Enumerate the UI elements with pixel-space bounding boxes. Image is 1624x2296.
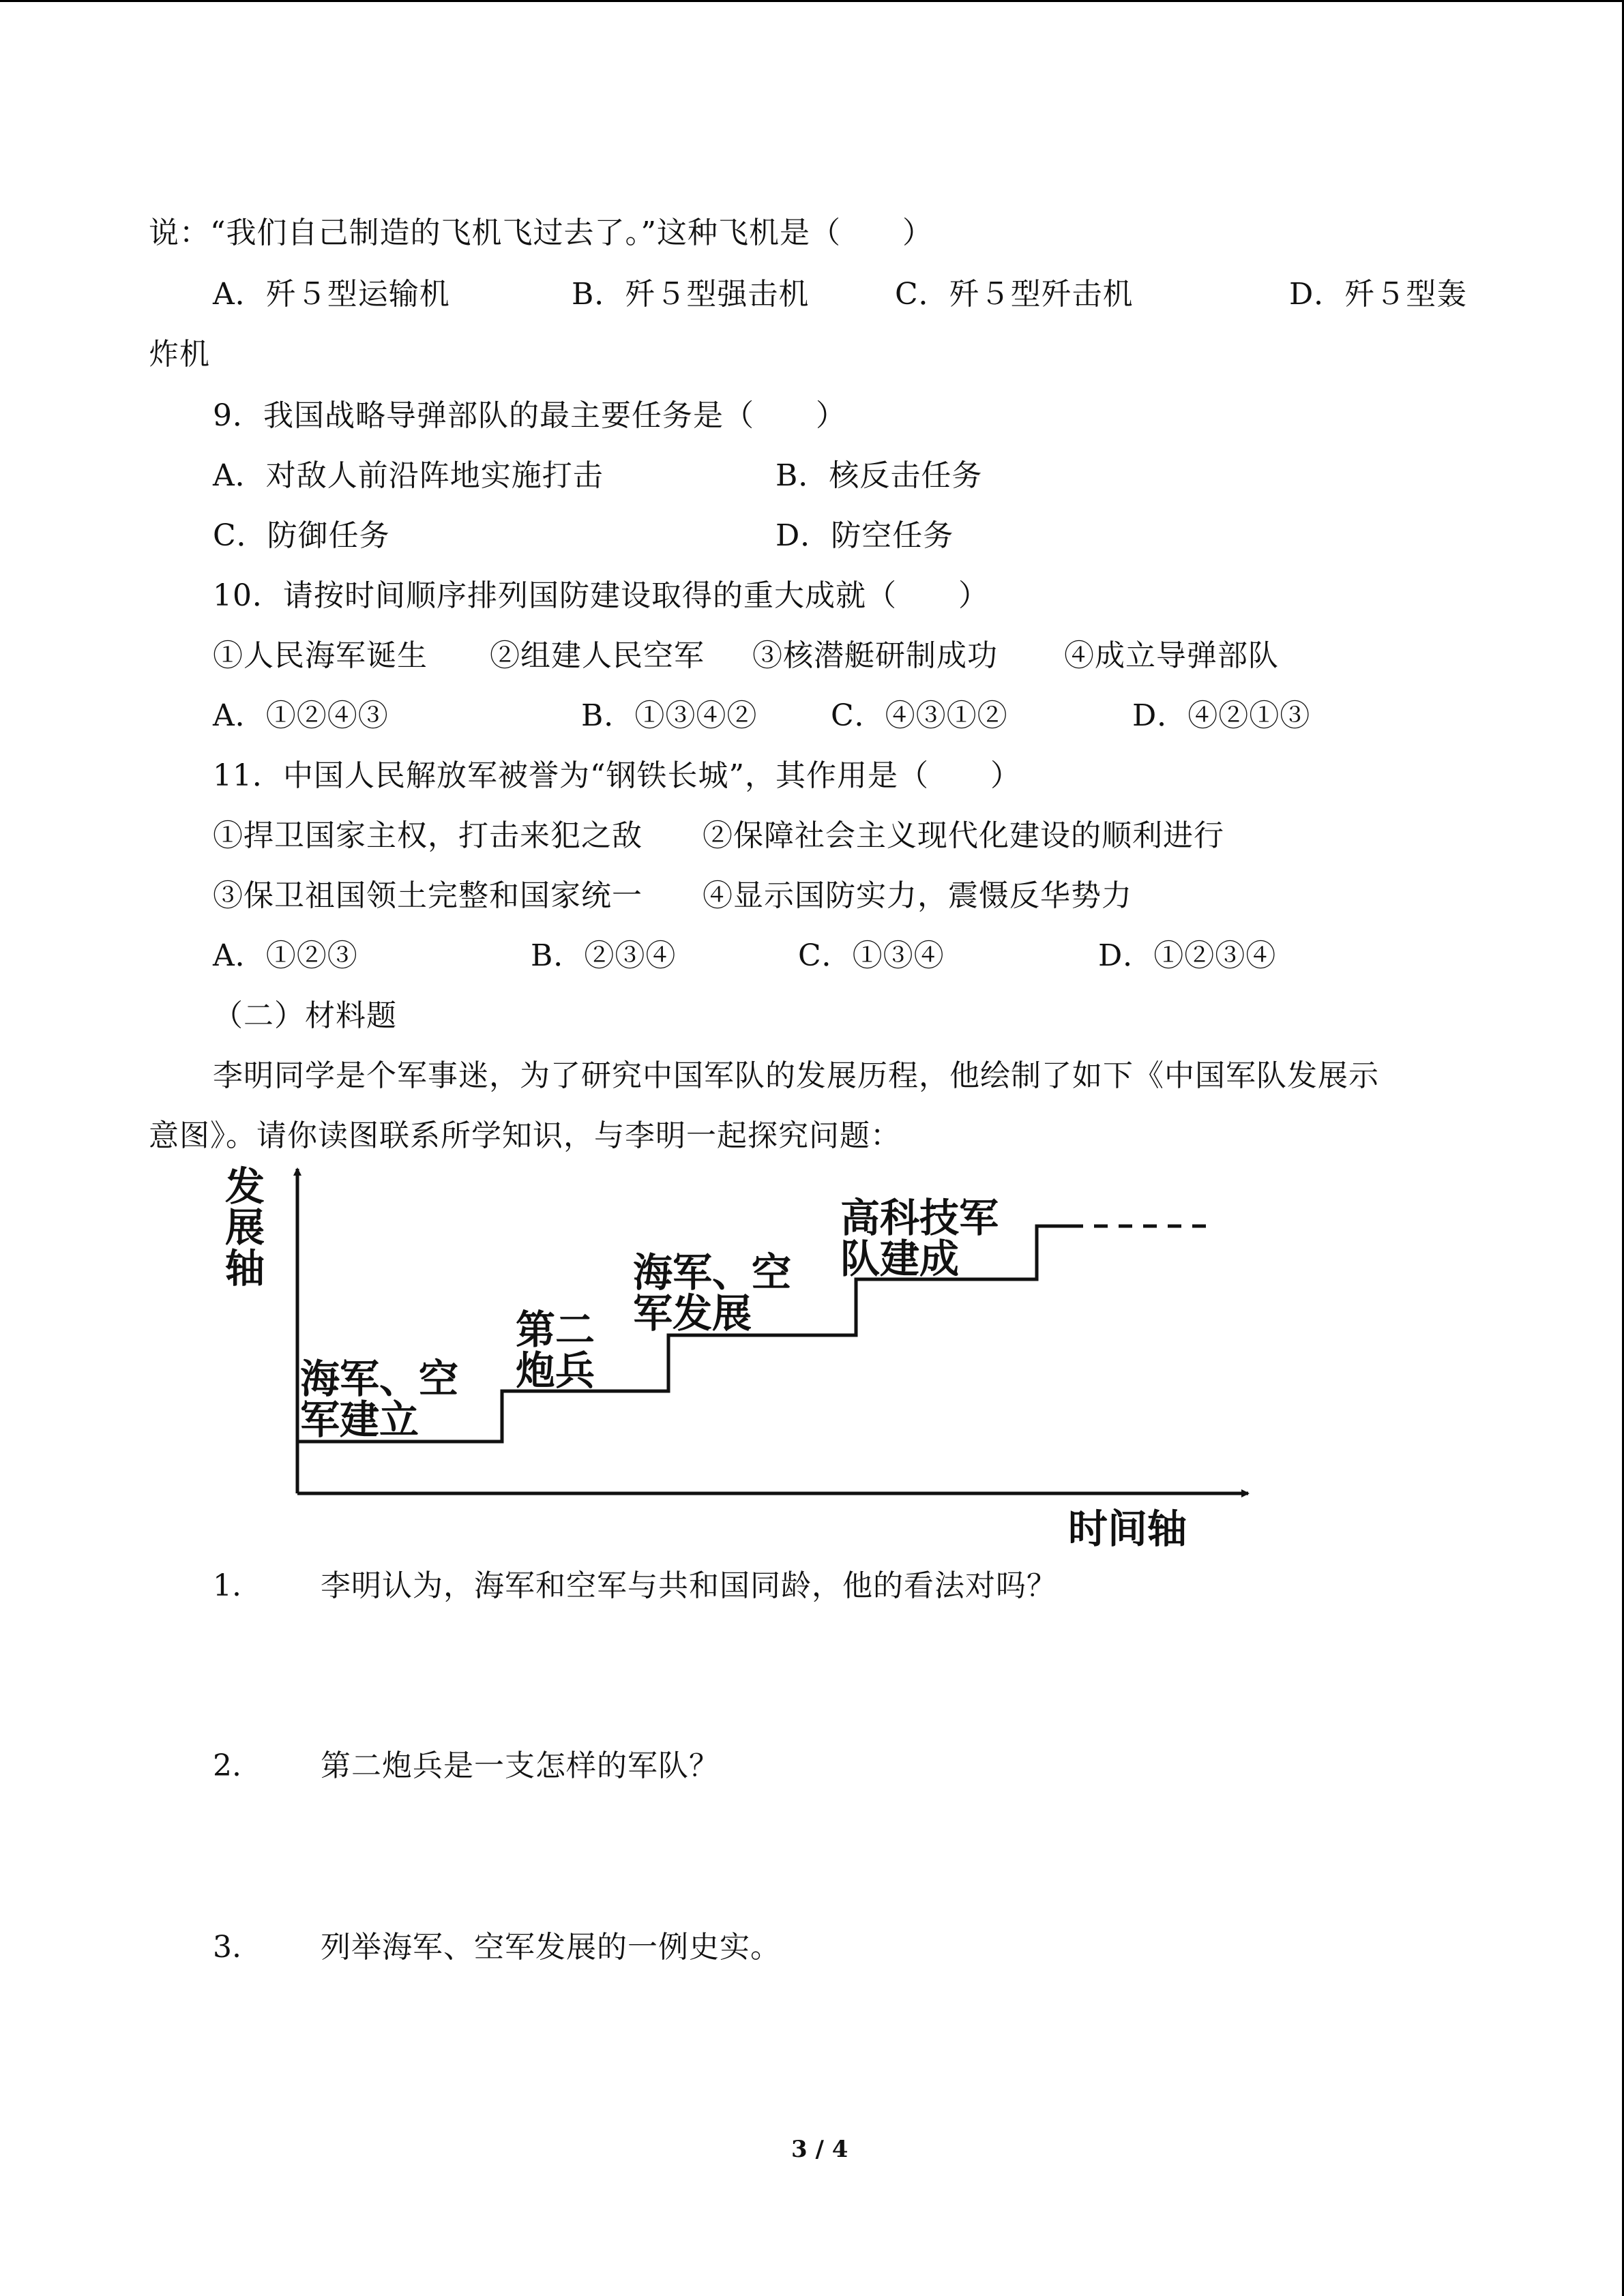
question-1-text: 李明认为，海军和空军与共和国同龄，他的看法对吗？	[321, 1568, 1057, 1603]
q10-item-1: ①人民海军诞生	[213, 638, 428, 673]
section-intro-line1: 李明同学是个军事迷，为了研究中国军队的发展历程，他绘制了如下《中国军队发展示	[213, 1058, 1379, 1093]
q11-option-a[interactable]: A．①②③	[213, 938, 358, 973]
q11-option-c[interactable]: C．①③④	[798, 938, 945, 973]
page-border-top	[0, 0, 1624, 2]
step-1-label-line1: 海军、空	[300, 1356, 459, 1402]
page-number: 3 / 4	[791, 2136, 848, 2163]
q10-option-c[interactable]: C．④③①②	[831, 698, 1008, 733]
question-2-number: 2.	[213, 1748, 241, 1783]
step-2-label-line1: 第二	[516, 1307, 595, 1353]
question-3-number: 3.	[213, 1930, 241, 1965]
q10-item-4: ④成立导弹部队	[1064, 638, 1279, 673]
y-axis-label-2: 展	[225, 1204, 265, 1251]
question-2-text: 第二炮兵是一支怎样的军队？	[321, 1748, 720, 1783]
x-axis-label: 时间轴	[1068, 1506, 1187, 1552]
q9-option-a[interactable]: A．对敌人前沿阵地实施打击	[213, 458, 604, 493]
q8-option-d-wrap: 炸机	[149, 337, 210, 372]
q10-option-d[interactable]: D．④②①③	[1132, 698, 1311, 733]
section-intro-line2: 意图》。请你读图联系所学知识，与李明一起探究问题：	[149, 1118, 901, 1153]
q8-option-c[interactable]: C．歼５型歼击机	[895, 277, 1134, 312]
q9-option-c[interactable]: C．防御任务	[213, 518, 390, 553]
step-3-label-line1: 海军、空	[633, 1249, 792, 1296]
question-3-text: 列举海军、空军发展的一例史实。	[321, 1930, 781, 1965]
q11-item-1: ①捍卫国家主权，打击来犯之敌	[213, 818, 643, 853]
q8-stem-tail: 说：“我们自己制造的飞机飞过去了。”这种飞机是（ ）	[149, 215, 933, 250]
q11-item-4: ④显示国防实力，震慑反华势力	[703, 878, 1132, 913]
q8-option-d[interactable]: D．歼５型轰	[1289, 277, 1468, 312]
q10-option-a[interactable]: A．①②④③	[213, 698, 389, 733]
step-3-label-line2: 军发展	[633, 1290, 752, 1337]
q8-option-a[interactable]: A．歼５型运输机	[213, 277, 450, 312]
step-4-label-line1: 高科技军	[840, 1195, 999, 1241]
step-1-label-line2: 军建立	[300, 1397, 419, 1443]
q11-option-b[interactable]: B．②③④	[531, 938, 677, 973]
development-diagram	[205, 1159, 1269, 1555]
y-axis-label-3: 轴	[225, 1245, 265, 1292]
q9-option-b[interactable]: B．核反击任务	[776, 458, 983, 493]
q10-stem: 10．请按时间顺序排列国防建设取得的重大成就（ ）	[213, 578, 989, 613]
q11-stem: 11．中国人民解放军被誉为“钢铁长城”，其作用是（ ）	[213, 758, 1021, 793]
q9-option-d[interactable]: D．防空任务	[776, 518, 954, 553]
q8-option-b[interactable]: B．歼５型强击机	[572, 277, 810, 312]
q9-stem: 9．我国战略导弹部队的最主要任务是（ ）	[213, 398, 846, 433]
step-2-label-line2: 炮兵	[516, 1347, 595, 1394]
q10-item-3: ③核潜艇研制成功	[752, 638, 998, 673]
y-axis-label-1: 发	[225, 1163, 265, 1210]
section-heading: （二）材料题	[213, 998, 397, 1033]
q11-item-2: ②保障社会主义现代化建设的顺利进行	[703, 818, 1224, 853]
q10-item-2: ②组建人民空军	[490, 638, 705, 673]
step-4-label-line2: 队建成	[840, 1236, 960, 1282]
q11-option-d[interactable]: D．①②③④	[1098, 938, 1277, 973]
q10-option-b[interactable]: B．①③④②	[581, 698, 758, 733]
q11-item-3: ③保卫祖国领土完整和国家统一	[213, 878, 643, 913]
question-1-number: 1.	[213, 1568, 241, 1603]
